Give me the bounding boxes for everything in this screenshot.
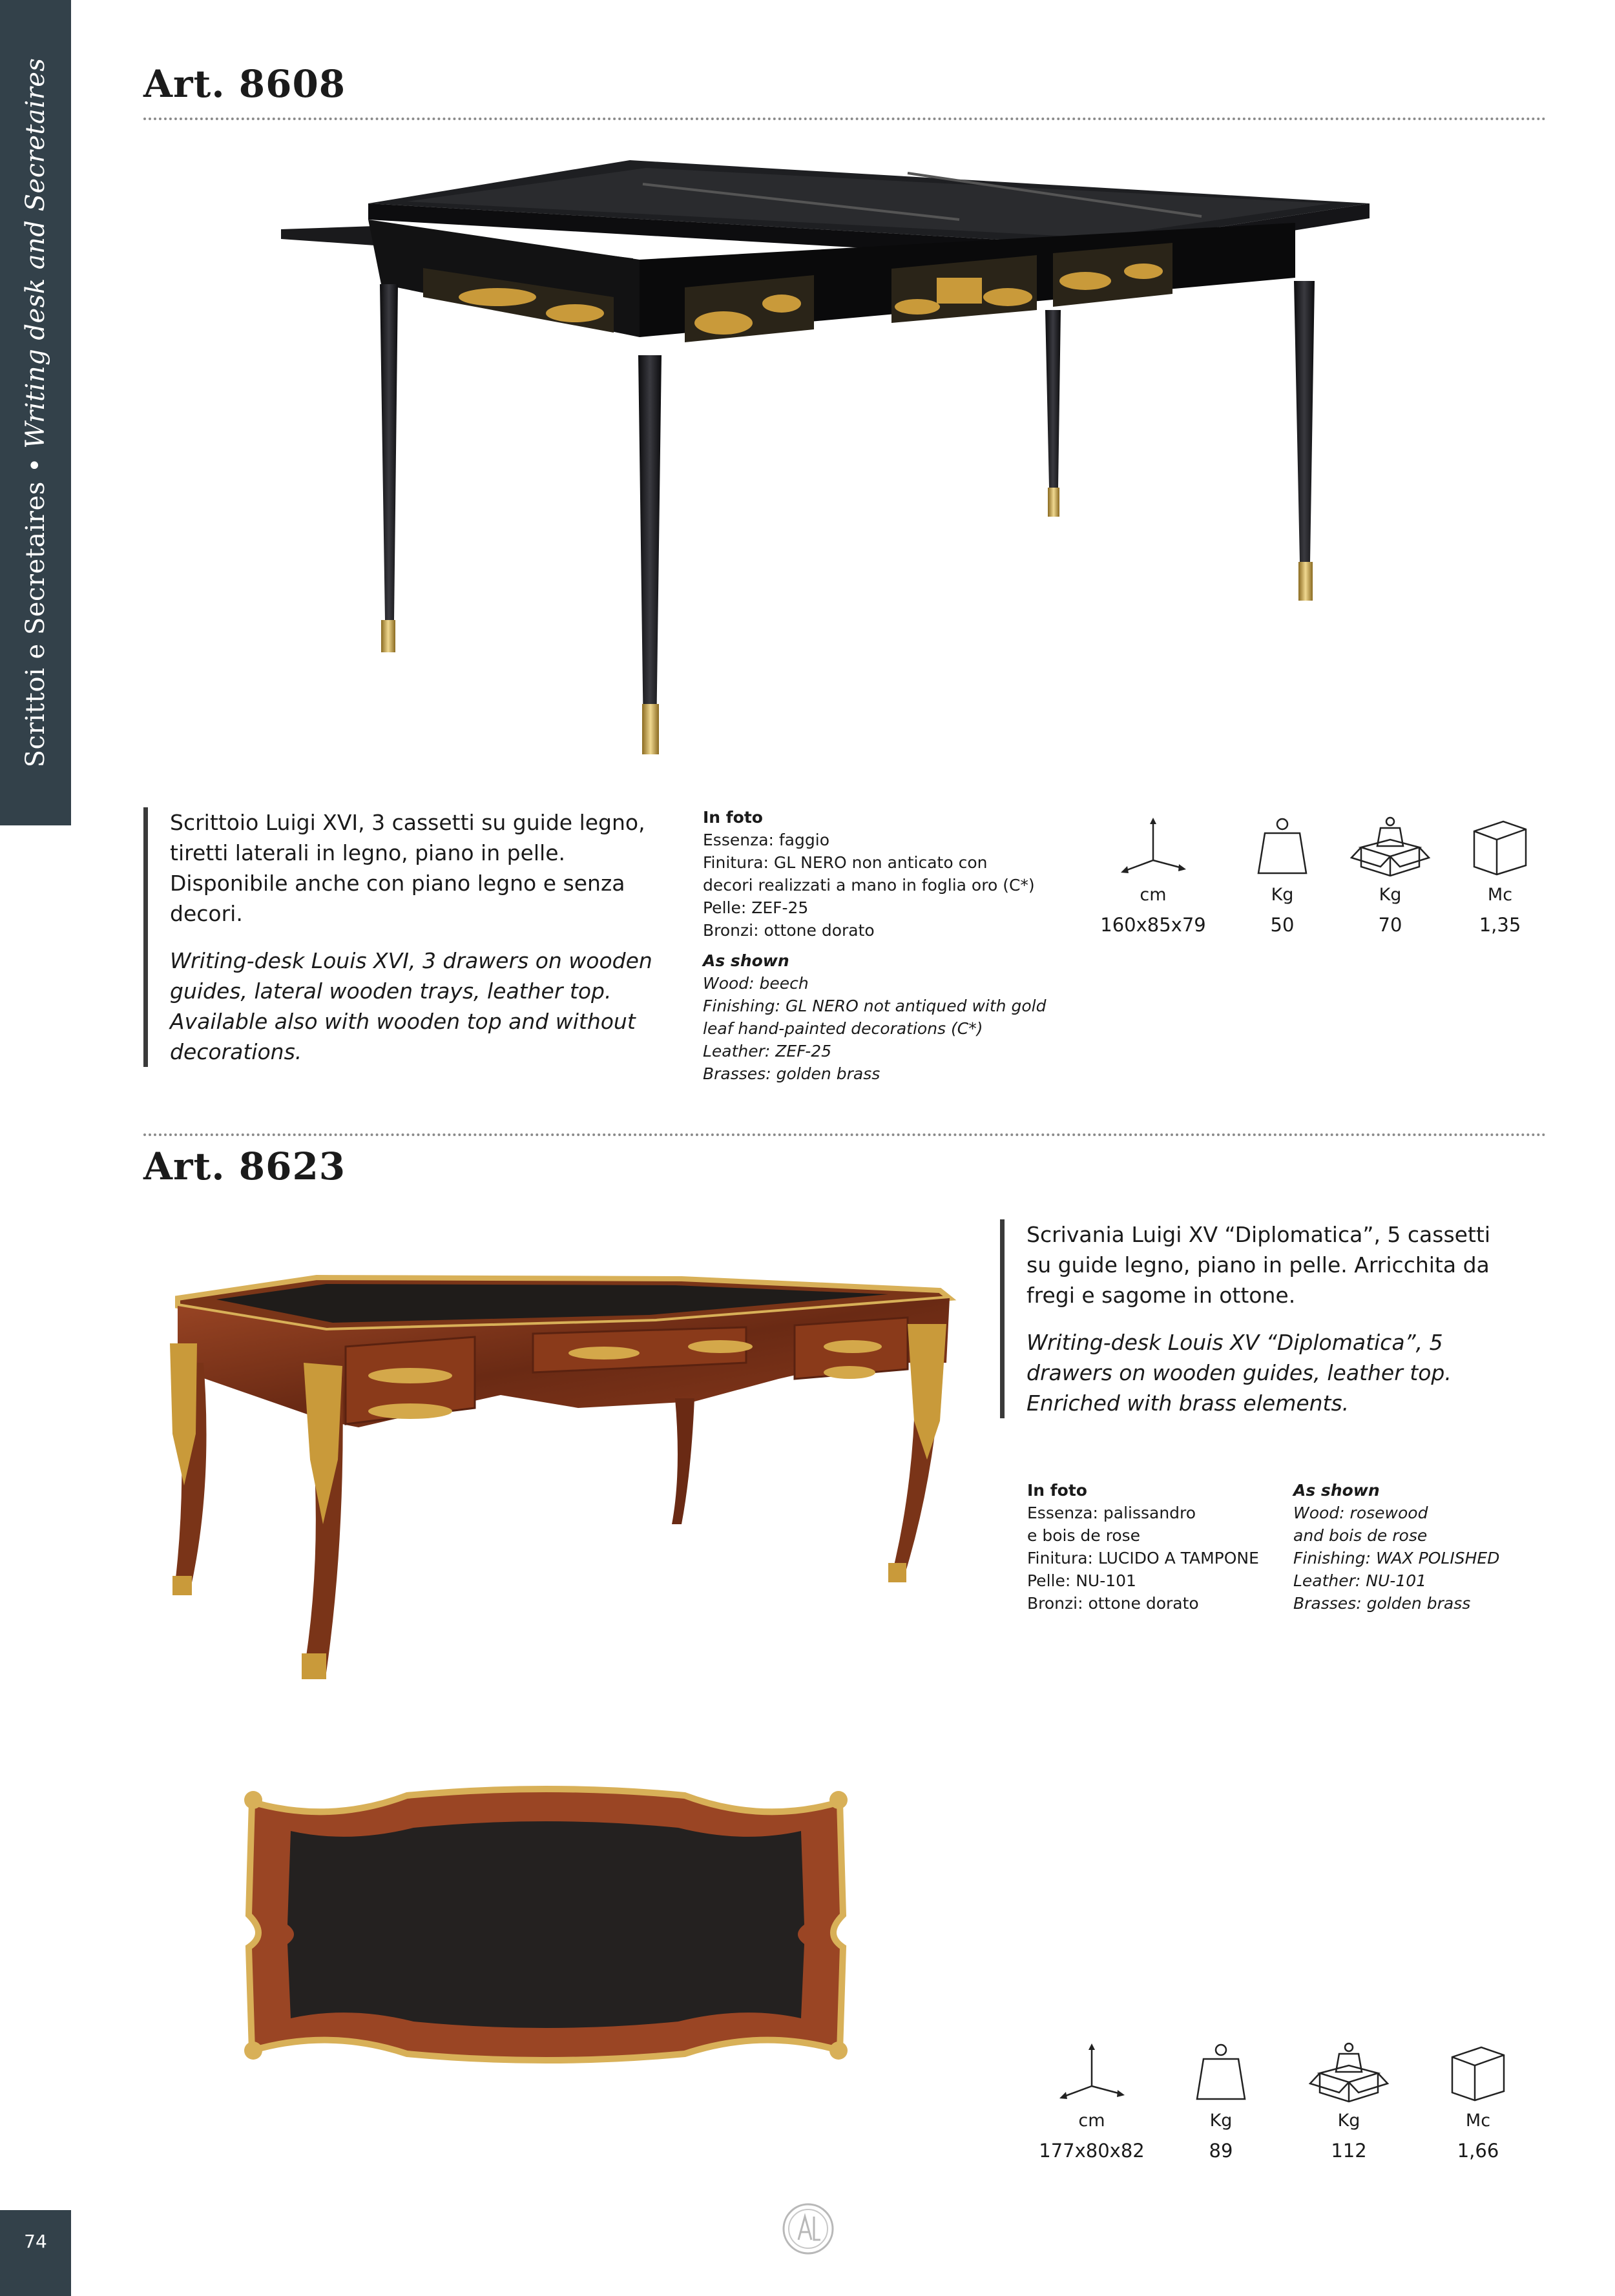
product-title: Art. 8623 xyxy=(143,1144,346,1188)
page-number: 74 xyxy=(24,2231,47,2252)
volume-cube-icon xyxy=(1443,2041,1514,2105)
dimension-value: 1,66 xyxy=(1457,2140,1499,2162)
dimension-label: Kg xyxy=(1379,885,1402,905)
description-english: Writing-desk Louis XV “Diplomatica”, 5 drawers on wooden guides, leather top. Enriched with brass elements. xyxy=(1026,1330,1452,1416)
dotted-divider xyxy=(143,1133,1547,1136)
sidebar-separator: • xyxy=(21,457,50,473)
dimension-value: 89 xyxy=(1209,2140,1233,2162)
description-italian: Scrivania Luigi XV “Diplomatica”, 5 cassetti su guide legno, piano in pelle. Arricchita da fregi e sagome in ottone. xyxy=(1026,1222,1491,1308)
dimension-label: Kg xyxy=(1337,2111,1360,2131)
volume-cube-icon xyxy=(1464,815,1536,880)
dimension-label: cm xyxy=(1140,885,1167,905)
dimension-size xyxy=(1027,2041,1156,2164)
weight-icon xyxy=(1247,815,1318,880)
spec-line-en: Leather: NU-101 xyxy=(1293,1571,1427,1590)
spec-line-en: Leather: ZEF-25 xyxy=(703,1042,832,1060)
dimension-label: Mc xyxy=(1465,2111,1491,2131)
dimension-value: 160x85x79 xyxy=(1100,914,1206,936)
spec-heading: In foto xyxy=(703,808,763,827)
spec-line: Bronzi: ottone dorato xyxy=(703,921,875,940)
dimension-value: 50 xyxy=(1270,914,1295,936)
dimensions-axes-icon xyxy=(1118,815,1189,880)
spec-heading: In foto xyxy=(1027,1481,1087,1500)
spec-line-en: Wood: rosewood xyxy=(1293,1504,1428,1522)
product-description xyxy=(143,807,673,1067)
dimensions-axes-icon xyxy=(1056,2041,1127,2105)
package-weight-icon xyxy=(1307,2041,1391,2105)
description-italian: Scrittoio Luigi XVI, 3 cassetti su guide legno, tiretti laterali in legno, piano in pelle. Disponibile anche con piano legno e senza decori. xyxy=(170,810,645,926)
dimension-label: cm xyxy=(1078,2111,1105,2131)
spec-line: Finitura: LUCIDO A TAMPONE xyxy=(1027,1549,1259,1567)
spec-line-en: and bois de rose xyxy=(1293,1526,1428,1545)
spec-heading-en: As shown xyxy=(1293,1481,1380,1500)
spec-line: Pelle: NU-101 xyxy=(1027,1571,1136,1590)
spec-line-en: Finishing: GL NERO not antiqued with gold xyxy=(703,997,1047,1015)
dotted-divider xyxy=(143,118,1547,120)
product-title: Art. 8608 xyxy=(143,62,346,106)
spec-line: Essenza: faggio xyxy=(703,831,829,849)
spec-line-en: Brasses: golden brass xyxy=(703,1064,880,1083)
dimension-size xyxy=(1089,815,1218,938)
spec-line: Pelle: ZEF-25 xyxy=(703,898,809,917)
brand-logo-icon xyxy=(780,2201,836,2257)
description-english: Writing-desk Louis XVI, 3 drawers on wooden guides, lateral wooden trays, leather top. Available also with wooden top and without decorations. xyxy=(170,948,652,1064)
dimension-package-weight xyxy=(1284,2041,1413,2164)
weight-icon xyxy=(1185,2041,1256,2105)
dimension-label: Kg xyxy=(1209,2111,1233,2131)
spec-line: Finitura: GL NERO non anticato con xyxy=(703,853,988,872)
spec-line: Essenza: palissandro xyxy=(1027,1504,1196,1522)
spec-line-en: Brasses: golden brass xyxy=(1293,1594,1471,1613)
spec-as-shown xyxy=(1293,1479,1539,1615)
sidebar-title-it: Scrittoi e Secretaires xyxy=(21,481,50,768)
dimension-volume xyxy=(1435,815,1565,938)
spec-in-foto xyxy=(703,806,1065,1085)
spec-line-en: Finishing: WAX POLISHED xyxy=(1293,1549,1500,1567)
sidebar-band xyxy=(0,0,71,825)
dimension-value: 112 xyxy=(1331,2140,1367,2162)
product-photo-desk-8623-top-view xyxy=(239,1779,853,2070)
product-description xyxy=(1000,1219,1491,1418)
page-number-box xyxy=(0,2210,71,2296)
spec-line-en: leaf hand-painted decorations (C*) xyxy=(703,1019,983,1038)
dimension-label: Kg xyxy=(1271,885,1294,905)
package-weight-icon xyxy=(1348,815,1432,880)
sidebar-title-en: Writing desk and Secretaires xyxy=(21,57,50,449)
dimension-label: Mc xyxy=(1487,885,1513,905)
product-photo-desk-8608 xyxy=(271,149,1395,781)
dimension-value: 1,35 xyxy=(1479,914,1521,936)
sidebar-title xyxy=(21,58,50,768)
dimension-volume xyxy=(1413,2041,1543,2164)
spec-line: decori realizzati a mano in foglia oro (C*) xyxy=(703,876,1035,895)
spec-line: e bois de rose xyxy=(1027,1526,1141,1545)
spec-line-en: Wood: beech xyxy=(703,974,809,993)
dimension-value: 177x80x82 xyxy=(1039,2140,1145,2162)
dimension-weight xyxy=(1156,2041,1286,2164)
spec-in-foto xyxy=(1027,1479,1292,1615)
product-photo-desk-8623 xyxy=(165,1266,966,1731)
spec-heading-en: As shown xyxy=(703,951,789,970)
dimension-value: 70 xyxy=(1378,914,1402,936)
spec-line: Bronzi: ottone dorato xyxy=(1027,1594,1199,1613)
